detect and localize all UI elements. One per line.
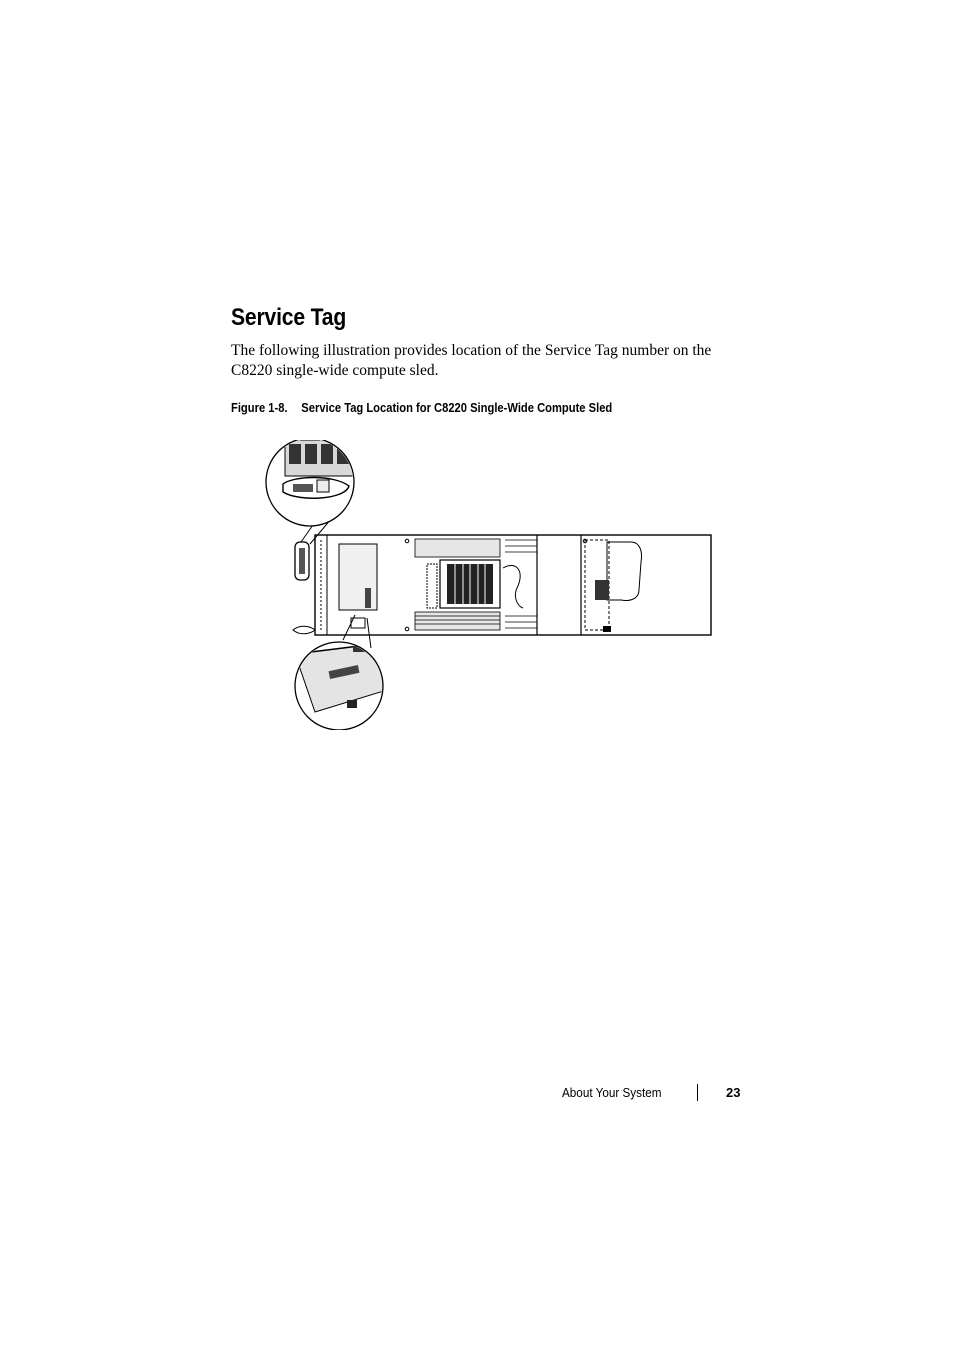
callout-front-panel-detail: [266, 440, 354, 544]
riser-assembly: [595, 542, 642, 632]
dimm-rows-top: [415, 539, 537, 557]
service-tag-illustration: [255, 440, 725, 730]
footer-section-name: About Your System: [562, 1085, 662, 1100]
page-title: Service Tag: [231, 304, 347, 331]
callout-service-tag-detail: [295, 615, 387, 730]
figure-number: Figure 1-8.: [231, 400, 288, 415]
body-paragraph: The following illustration provides location of the Service Tag number on the C8220 single-wide compute sled.: [231, 342, 712, 379]
dimm-rows-bottom: [415, 612, 537, 630]
cpu-heatsink: [427, 560, 523, 608]
figure-caption: [231, 400, 612, 415]
figure-caption-text: Service Tag Location for C8220 Single-Wide Compute Sled: [301, 400, 613, 415]
footer-divider: [697, 1084, 698, 1101]
compute-sled-drawing: [293, 535, 711, 635]
page-number: 23: [726, 1085, 741, 1100]
